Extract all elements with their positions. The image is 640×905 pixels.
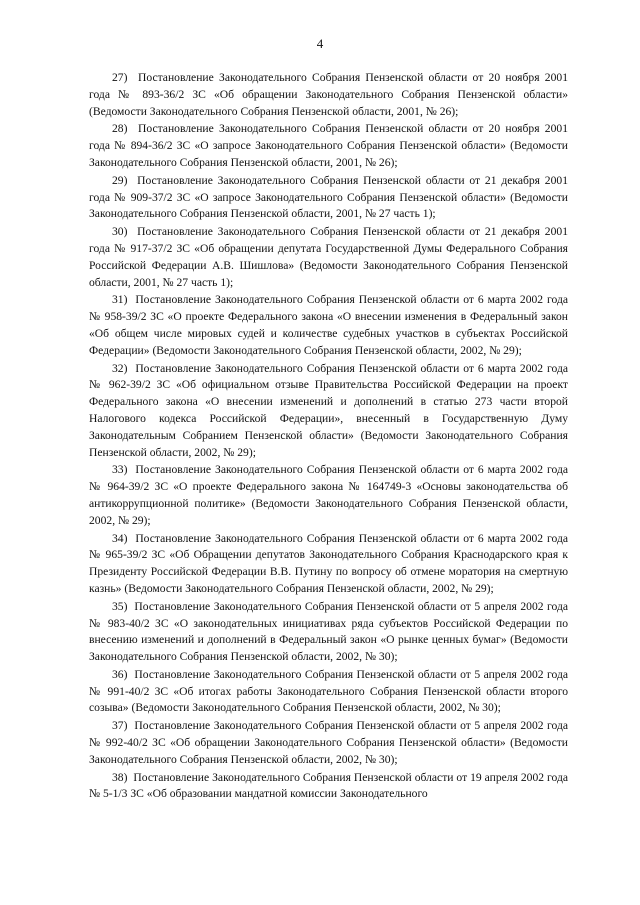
list-item: 31) Постановление Законодательного Собрания Пензенской области от 6 марта 2002 года № 958-39/2 ЗС «О проекте Федерального закона «О внесении изменения в Федеральный закон «Об общем числе мировых судей и количестве судебных участков в субъектах Российской Федерации» (Ведомости Законодательного Собрания Пензенской области, 2002, № 29); (89, 293, 568, 357)
list-item: 27) Постановление Законодательного Собрания Пензенской области от 20 ноября 2001 года № 893-36/2 ЗС «Об обращении Законодательного Собрания Пензенской области» (Ведомости Законодательного Собрания Пензенской области, 2001, № 26); (89, 71, 568, 118)
list-item: 28) Постановление Законодательного Собрания Пензенской области от 20 ноября 2001 года № 894-36/2 ЗС «О запросе Законодательного Собрания Пензенской области» (Ведомости Законодательного Собрания Пензенской области, 2001, № 26); (89, 122, 568, 169)
page-number: 4 (316, 36, 324, 51)
list-item: 37) Постановление Законодательного Собрания Пензенской области от 5 апреля 2002 года № 992-40/2 ЗС «Об обращении Законодательного Собрания Пензенской области» (Ведомости Законодательного Собрания Пензенской области, 2002, № 30); (89, 719, 568, 766)
list-item: 33) Постановление Законодательного Собрания Пензенской области от 6 марта 2002 года № 964-39/2 ЗС «О проекте Федерального закона № 164749-3 «Основы законодательства об антикоррупционной политике» (Ведомости Законодательного Собрания Пензенской области, 2002, № 29); (89, 463, 568, 527)
list-item: 34) Постановление Законодательного Собрания Пензенской области от 6 марта 2002 года № 965-39/2 ЗС «Об Обращении депутатов Законодательного Собрания Краснодарского края к Президенту Российской Федерации В.В. Путину по вопросу об отмене моратория на смертную казнь» (Ведомости Законодательного Собрания Пензенской области, 2002, № 29); (89, 531, 568, 595)
document-body (89, 70, 568, 804)
list-item: 29) Постановление Законодательного Собрания Пензенской области от 21 декабря 2001 года № 909-37/2 ЗС «О запросе Законодательного Собрания Пензенской области» (Ведомости Законодательного Собрания Пензенской области, 2001, № 27 часть 1); (89, 173, 568, 221)
list-item: 32) Постановление Законодательного Собрания Пензенской области от 6 марта 2002 года № 962-39/2 ЗС «Об официальном отзыве Правительства Российской Федерации на проект Федерального закона «О внесении изменений и дополнений в статью 273 части второй Налогового кодекса Российской Федерации», внесенный в Государственную Думу Законодательным Собранием Пензенской области» (Ведомости Законодательного Собрания Пензенской области, 2002, № 29); (89, 361, 568, 459)
list-item: 35) Постановление Законодательного Собрания Пензенской области от 5 апреля 2002 года № 983-40/2 ЗС «О законодательных инициативах ряда субъектов Российской Федерации по внесению изменений и дополнений в Федеральный закон «О рынке ценных бумаг» (Ведомости Законодательного Собрания Пензенской области, 2002, № 30); (89, 599, 568, 664)
list-item: 30) Постановление Законодательного Собрания Пензенской области от 21 декабря 2001 года № 917-37/2 ЗС «Об обращении депутата Государственной Думы Федерального Собрания Российской Федерации А.В. Шишлова» (Ведомости Законодательного Собрания Пензенской области, 2001, № 27 часть 1); (89, 225, 568, 289)
list-item: 38) Постановление Законодательного Собрания Пензенской области от 19 апреля 2002 года № 5-1/3 ЗС «Об образовании мандатной комиссии Законодательного (89, 770, 568, 801)
list-item: 36) Постановление Законодательного Собрания Пензенской области от 5 апреля 2002 года № 991-40/2 ЗС «Об итогах работы Законодательного Собрания Пензенской области второго созыва» (Ведомости Законодательного Собрания Пензенской области, 2002, № 30); (89, 667, 568, 715)
